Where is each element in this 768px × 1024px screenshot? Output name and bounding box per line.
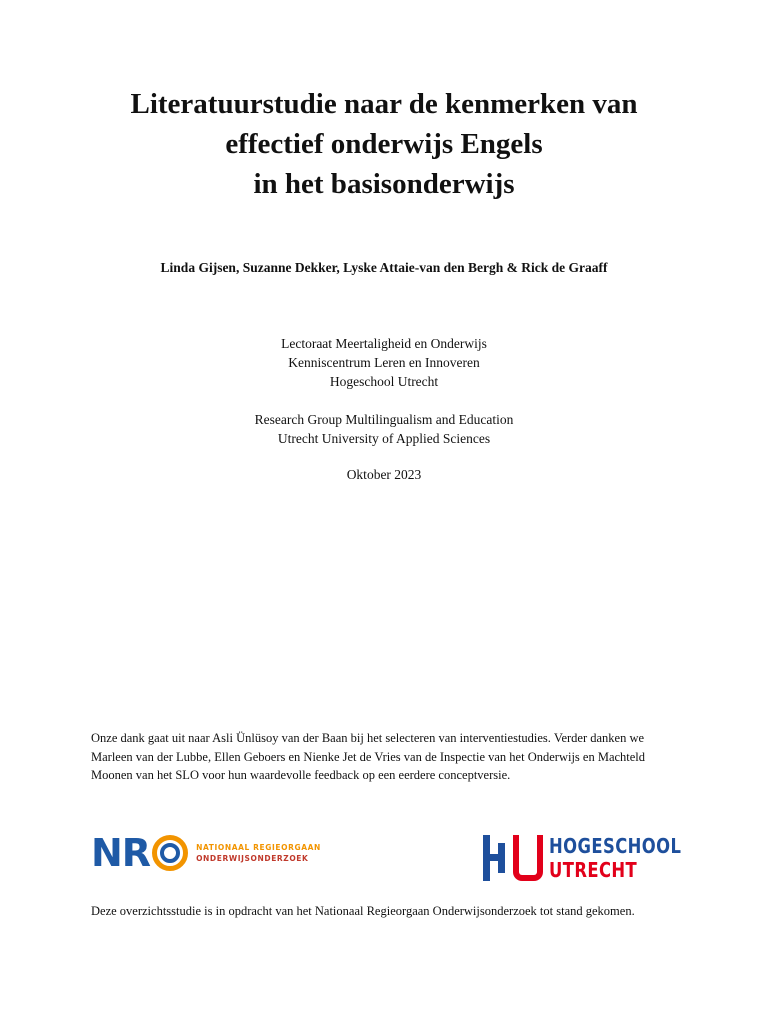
hu-u-shape	[513, 835, 543, 881]
document-title	[0, 84, 768, 204]
hu-logo-mark-icon	[483, 835, 539, 881]
hu-logo	[483, 834, 710, 882]
affiliation-english	[0, 410, 768, 448]
nro-logo-letters: NR	[91, 831, 151, 875]
hu-bar-right	[498, 843, 505, 873]
hu-logo-line-2: UTRECHT	[549, 858, 638, 882]
nro-logo-line-1: NATIONAAL REGIEORGAAN	[196, 843, 321, 852]
affiliation-nl-line-1: Lectoraat Meertaligheid en Onderwijs	[281, 336, 487, 351]
nro-logo-mark	[91, 831, 188, 875]
title-line-1: Literatuurstudie naar de kenmerken van	[130, 88, 638, 120]
affiliation-en-line-1: Research Group Multilingualism and Education	[254, 412, 514, 427]
affiliation-nl-line-2: Kenniscentrum Leren en Innoveren	[288, 355, 480, 370]
publication-date: Oktober 2023	[346, 467, 422, 482]
hu-logo-line-1: HOGESCHOOL	[549, 834, 682, 858]
nro-logo-o-icon	[152, 835, 188, 871]
nro-logo	[91, 828, 321, 878]
hu-bar-left	[483, 835, 490, 881]
affiliation-dutch	[0, 334, 768, 391]
acknowledgement-paragraph: Onze dank gaat uit naar Asli Ünlüsoy van der Baan bij het selecteren van interventiestudies. Verder danken we Marleen van der Lubbe, Ellen Geboers en Nienke Jet de Vries van de Inspectie van het Onderwijs en Machteld Moonen van het SLO voor hun waardevolle feedback op een eerdere conceptversie.	[91, 731, 646, 782]
hu-bar-middle	[490, 854, 498, 861]
nro-logo-text	[196, 842, 321, 864]
affiliation-en-line-2: Utrecht University of Applied Sciences	[277, 431, 491, 446]
hu-logo-text	[549, 834, 710, 882]
authors: Linda Gijsen, Suzanne Dekker, Lyske Attaie-van den Bergh & Rick de Graaff	[160, 260, 608, 275]
commission-footnote: Deze overzichtsstudie is in opdracht van het Nationaal Regieorgaan Onderwijsonderzoek tot stand gekomen.	[91, 904, 635, 918]
title-line-3: in het basisonderwijs	[253, 168, 515, 200]
title-line-2: effectief onderwijs Engels	[225, 128, 543, 160]
nro-logo-line-2: ONDERWIJSONDERZOEK	[196, 854, 309, 863]
affiliation-nl-line-3: Hogeschool Utrecht	[329, 374, 439, 389]
